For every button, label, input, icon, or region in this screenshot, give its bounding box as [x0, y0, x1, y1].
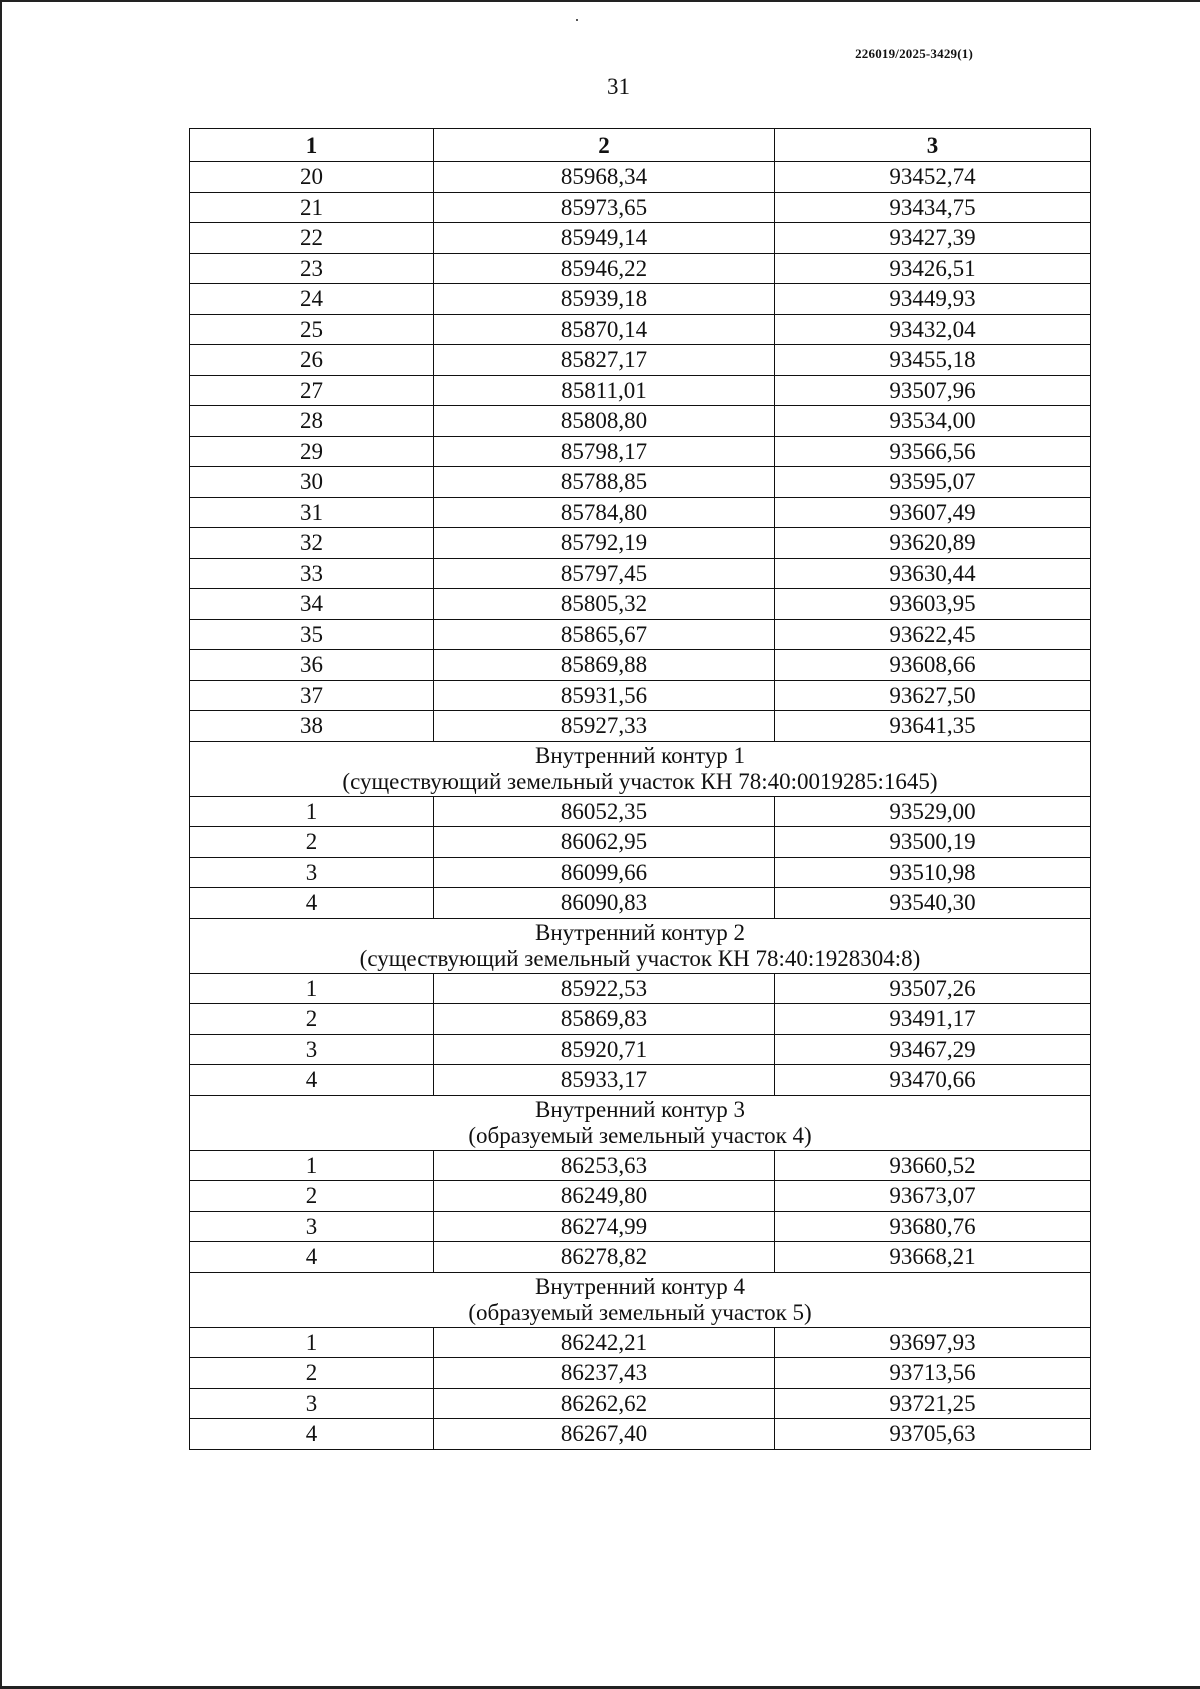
table-row: [190, 680, 1091, 711]
x-coordinate-cell: 85797,45: [434, 558, 775, 589]
point-number-cell: 36: [190, 650, 434, 681]
contour-header-cell: [190, 918, 1091, 973]
point-number-cell: 20: [190, 162, 434, 193]
y-coordinate-cell: 93427,39: [775, 223, 1091, 254]
x-coordinate-cell: 85920,71: [434, 1034, 775, 1065]
table-row: [190, 589, 1091, 620]
point-number-cell: 26: [190, 345, 434, 376]
x-coordinate-cell: 85827,17: [434, 345, 775, 376]
contour-subtitle: (существующий земельный участок КН 78:40:1928304:8): [359, 945, 921, 971]
y-coordinate-cell: 93705,63: [775, 1419, 1091, 1450]
point-number-cell: 24: [190, 284, 434, 315]
point-number-cell: 35: [190, 619, 434, 650]
point-number-cell: 1: [190, 1150, 434, 1181]
point-number-cell: 29: [190, 436, 434, 467]
table-row: [190, 1034, 1091, 1065]
table-row: [190, 253, 1091, 284]
point-number-cell: 2: [190, 1358, 434, 1389]
contour-header-row: [190, 1095, 1091, 1150]
contour-header-row: [190, 1272, 1091, 1327]
point-number-cell: 32: [190, 528, 434, 559]
table-row: [190, 796, 1091, 827]
column-header-3: 3: [775, 129, 1091, 162]
x-coordinate-cell: 85811,01: [434, 375, 775, 406]
table-row: [190, 314, 1091, 345]
table-row: [190, 375, 1091, 406]
x-coordinate-cell: 85788,85: [434, 467, 775, 498]
x-coordinate-cell: 85931,56: [434, 680, 775, 711]
table-row: [190, 619, 1091, 650]
table-row: [190, 467, 1091, 498]
point-number-cell: 22: [190, 223, 434, 254]
x-coordinate-cell: 86062,95: [434, 827, 775, 858]
point-number-cell: 30: [190, 467, 434, 498]
table-row: [190, 1181, 1091, 1212]
x-coordinate-cell: 86052,35: [434, 796, 775, 827]
y-coordinate-cell: 93627,50: [775, 680, 1091, 711]
point-number-cell: 38: [190, 711, 434, 742]
y-coordinate-cell: 93673,07: [775, 1181, 1091, 1212]
y-coordinate-cell: 93608,66: [775, 650, 1091, 681]
x-coordinate-cell: 85933,17: [434, 1065, 775, 1096]
y-coordinate-cell: 93620,89: [775, 528, 1091, 559]
x-coordinate-cell: 85798,17: [434, 436, 775, 467]
x-coordinate-cell: 85792,19: [434, 528, 775, 559]
x-coordinate-cell: 86242,21: [434, 1327, 775, 1358]
x-coordinate-cell: 85922,53: [434, 973, 775, 1004]
page-frame-top: [0, 0, 1200, 2]
y-coordinate-cell: 93566,56: [775, 436, 1091, 467]
point-number-cell: 27: [190, 375, 434, 406]
point-number-cell: 3: [190, 1034, 434, 1065]
point-number-cell: 28: [190, 406, 434, 437]
y-coordinate-cell: 93595,07: [775, 467, 1091, 498]
contour-subtitle: (существующий земельный участок КН 78:40:0019285:1645): [342, 768, 938, 794]
y-coordinate-cell: 93607,49: [775, 497, 1091, 528]
x-coordinate-cell: 85939,18: [434, 284, 775, 315]
x-coordinate-cell: 86262,62: [434, 1388, 775, 1419]
y-coordinate-cell: 93630,44: [775, 558, 1091, 589]
column-header-1: 1: [190, 129, 434, 162]
point-number-cell: 4: [190, 1242, 434, 1273]
point-number-cell: 23: [190, 253, 434, 284]
table-row: [190, 192, 1091, 223]
y-coordinate-cell: 93455,18: [775, 345, 1091, 376]
x-coordinate-cell: 86099,66: [434, 857, 775, 888]
table-header-row: [190, 129, 1091, 162]
x-coordinate-cell: 85808,80: [434, 406, 775, 437]
point-number-cell: 3: [190, 1211, 434, 1242]
y-coordinate-cell: 93432,04: [775, 314, 1091, 345]
table-row: [190, 973, 1091, 1004]
y-coordinate-cell: 93507,26: [775, 973, 1091, 1004]
x-coordinate-cell: 85784,80: [434, 497, 775, 528]
x-coordinate-cell: 86267,40: [434, 1419, 775, 1450]
coordinates-table-body: [190, 129, 1091, 1450]
table-row: [190, 497, 1091, 528]
table-row: [190, 650, 1091, 681]
table-row: [190, 1211, 1091, 1242]
x-coordinate-cell: 85869,88: [434, 650, 775, 681]
coordinates-table: [189, 128, 1091, 1450]
contour-header-cell: [190, 1095, 1091, 1150]
contour-header-row: [190, 918, 1091, 973]
table-row: [190, 1004, 1091, 1035]
page-frame-left: [0, 0, 2, 1689]
contour-subtitle: (образуемый земельный участок 5): [468, 1299, 812, 1325]
table-row: [190, 1358, 1091, 1389]
y-coordinate-cell: 93713,56: [775, 1358, 1091, 1389]
point-number-cell: 2: [190, 1004, 434, 1035]
scan-speck: [576, 19, 578, 21]
x-coordinate-cell: 85946,22: [434, 253, 775, 284]
y-coordinate-cell: 93668,21: [775, 1242, 1091, 1273]
point-number-cell: 3: [190, 857, 434, 888]
y-coordinate-cell: 93510,98: [775, 857, 1091, 888]
table-row: [190, 284, 1091, 315]
x-coordinate-cell: 85865,67: [434, 619, 775, 650]
table-row: [190, 1065, 1091, 1096]
table-row: [190, 1388, 1091, 1419]
y-coordinate-cell: 93622,45: [775, 619, 1091, 650]
table-row: [190, 345, 1091, 376]
x-coordinate-cell: 85973,65: [434, 192, 775, 223]
x-coordinate-cell: 86274,99: [434, 1211, 775, 1242]
x-coordinate-cell: 85805,32: [434, 589, 775, 620]
y-coordinate-cell: 93452,74: [775, 162, 1091, 193]
x-coordinate-cell: 85869,83: [434, 1004, 775, 1035]
y-coordinate-cell: 93507,96: [775, 375, 1091, 406]
contour-title: Внутренний контур 4: [535, 1273, 745, 1299]
y-coordinate-cell: 93470,66: [775, 1065, 1091, 1096]
point-number-cell: 25: [190, 314, 434, 345]
x-coordinate-cell: 86237,43: [434, 1358, 775, 1389]
x-coordinate-cell: 85949,14: [434, 223, 775, 254]
table-row: [190, 827, 1091, 858]
y-coordinate-cell: 93534,00: [775, 406, 1091, 437]
y-coordinate-cell: 93660,52: [775, 1150, 1091, 1181]
point-number-cell: 2: [190, 827, 434, 858]
y-coordinate-cell: 93467,29: [775, 1034, 1091, 1065]
point-number-cell: 21: [190, 192, 434, 223]
y-coordinate-cell: 93721,25: [775, 1388, 1091, 1419]
contour-subtitle: (образуемый земельный участок 4): [468, 1122, 812, 1148]
point-number-cell: 33: [190, 558, 434, 589]
contour-title: Внутренний контур 2: [535, 919, 745, 945]
y-coordinate-cell: 93603,95: [775, 589, 1091, 620]
point-number-cell: 3: [190, 1388, 434, 1419]
x-coordinate-cell: 86278,82: [434, 1242, 775, 1273]
contour-header-row: [190, 741, 1091, 796]
table-row: [190, 888, 1091, 919]
y-coordinate-cell: 93491,17: [775, 1004, 1091, 1035]
y-coordinate-cell: 93426,51: [775, 253, 1091, 284]
y-coordinate-cell: 93434,75: [775, 192, 1091, 223]
point-number-cell: 2: [190, 1181, 434, 1212]
table-row: [190, 1242, 1091, 1273]
point-number-cell: 4: [190, 1419, 434, 1450]
table-row: [190, 1419, 1091, 1450]
x-coordinate-cell: 85968,34: [434, 162, 775, 193]
y-coordinate-cell: 93500,19: [775, 827, 1091, 858]
y-coordinate-cell: 93529,00: [775, 796, 1091, 827]
table-row: [190, 436, 1091, 467]
column-header-2: 2: [434, 129, 775, 162]
table-row: [190, 857, 1091, 888]
y-coordinate-cell: 93697,93: [775, 1327, 1091, 1358]
y-coordinate-cell: 93641,35: [775, 711, 1091, 742]
page-number: 31: [607, 74, 630, 99]
y-coordinate-cell: 93449,93: [775, 284, 1091, 315]
table-row: [190, 1327, 1091, 1358]
point-number-cell: 4: [190, 1065, 434, 1096]
x-coordinate-cell: 85870,14: [434, 314, 775, 345]
table-row: [190, 1150, 1091, 1181]
table-row: [190, 223, 1091, 254]
point-number-cell: 37: [190, 680, 434, 711]
table-row: [190, 558, 1091, 589]
point-number-cell: 1: [190, 1327, 434, 1358]
contour-title: Внутренний контур 1: [535, 742, 745, 768]
document-number: 226019/2025-3429(1): [855, 46, 973, 61]
x-coordinate-cell: 86253,63: [434, 1150, 775, 1181]
point-number-cell: 1: [190, 973, 434, 1004]
contour-header-cell: [190, 741, 1091, 796]
y-coordinate-cell: 93680,76: [775, 1211, 1091, 1242]
table-row: [190, 528, 1091, 559]
table-row: [190, 162, 1091, 193]
y-coordinate-cell: 93540,30: [775, 888, 1091, 919]
table-row: [190, 711, 1091, 742]
point-number-cell: 1: [190, 796, 434, 827]
point-number-cell: 34: [190, 589, 434, 620]
point-number-cell: 31: [190, 497, 434, 528]
contour-title: Внутренний контур 3: [535, 1096, 745, 1122]
point-number-cell: 4: [190, 888, 434, 919]
x-coordinate-cell: 86249,80: [434, 1181, 775, 1212]
x-coordinate-cell: 85927,33: [434, 711, 775, 742]
table-row: [190, 406, 1091, 437]
contour-header-cell: [190, 1272, 1091, 1327]
x-coordinate-cell: 86090,83: [434, 888, 775, 919]
